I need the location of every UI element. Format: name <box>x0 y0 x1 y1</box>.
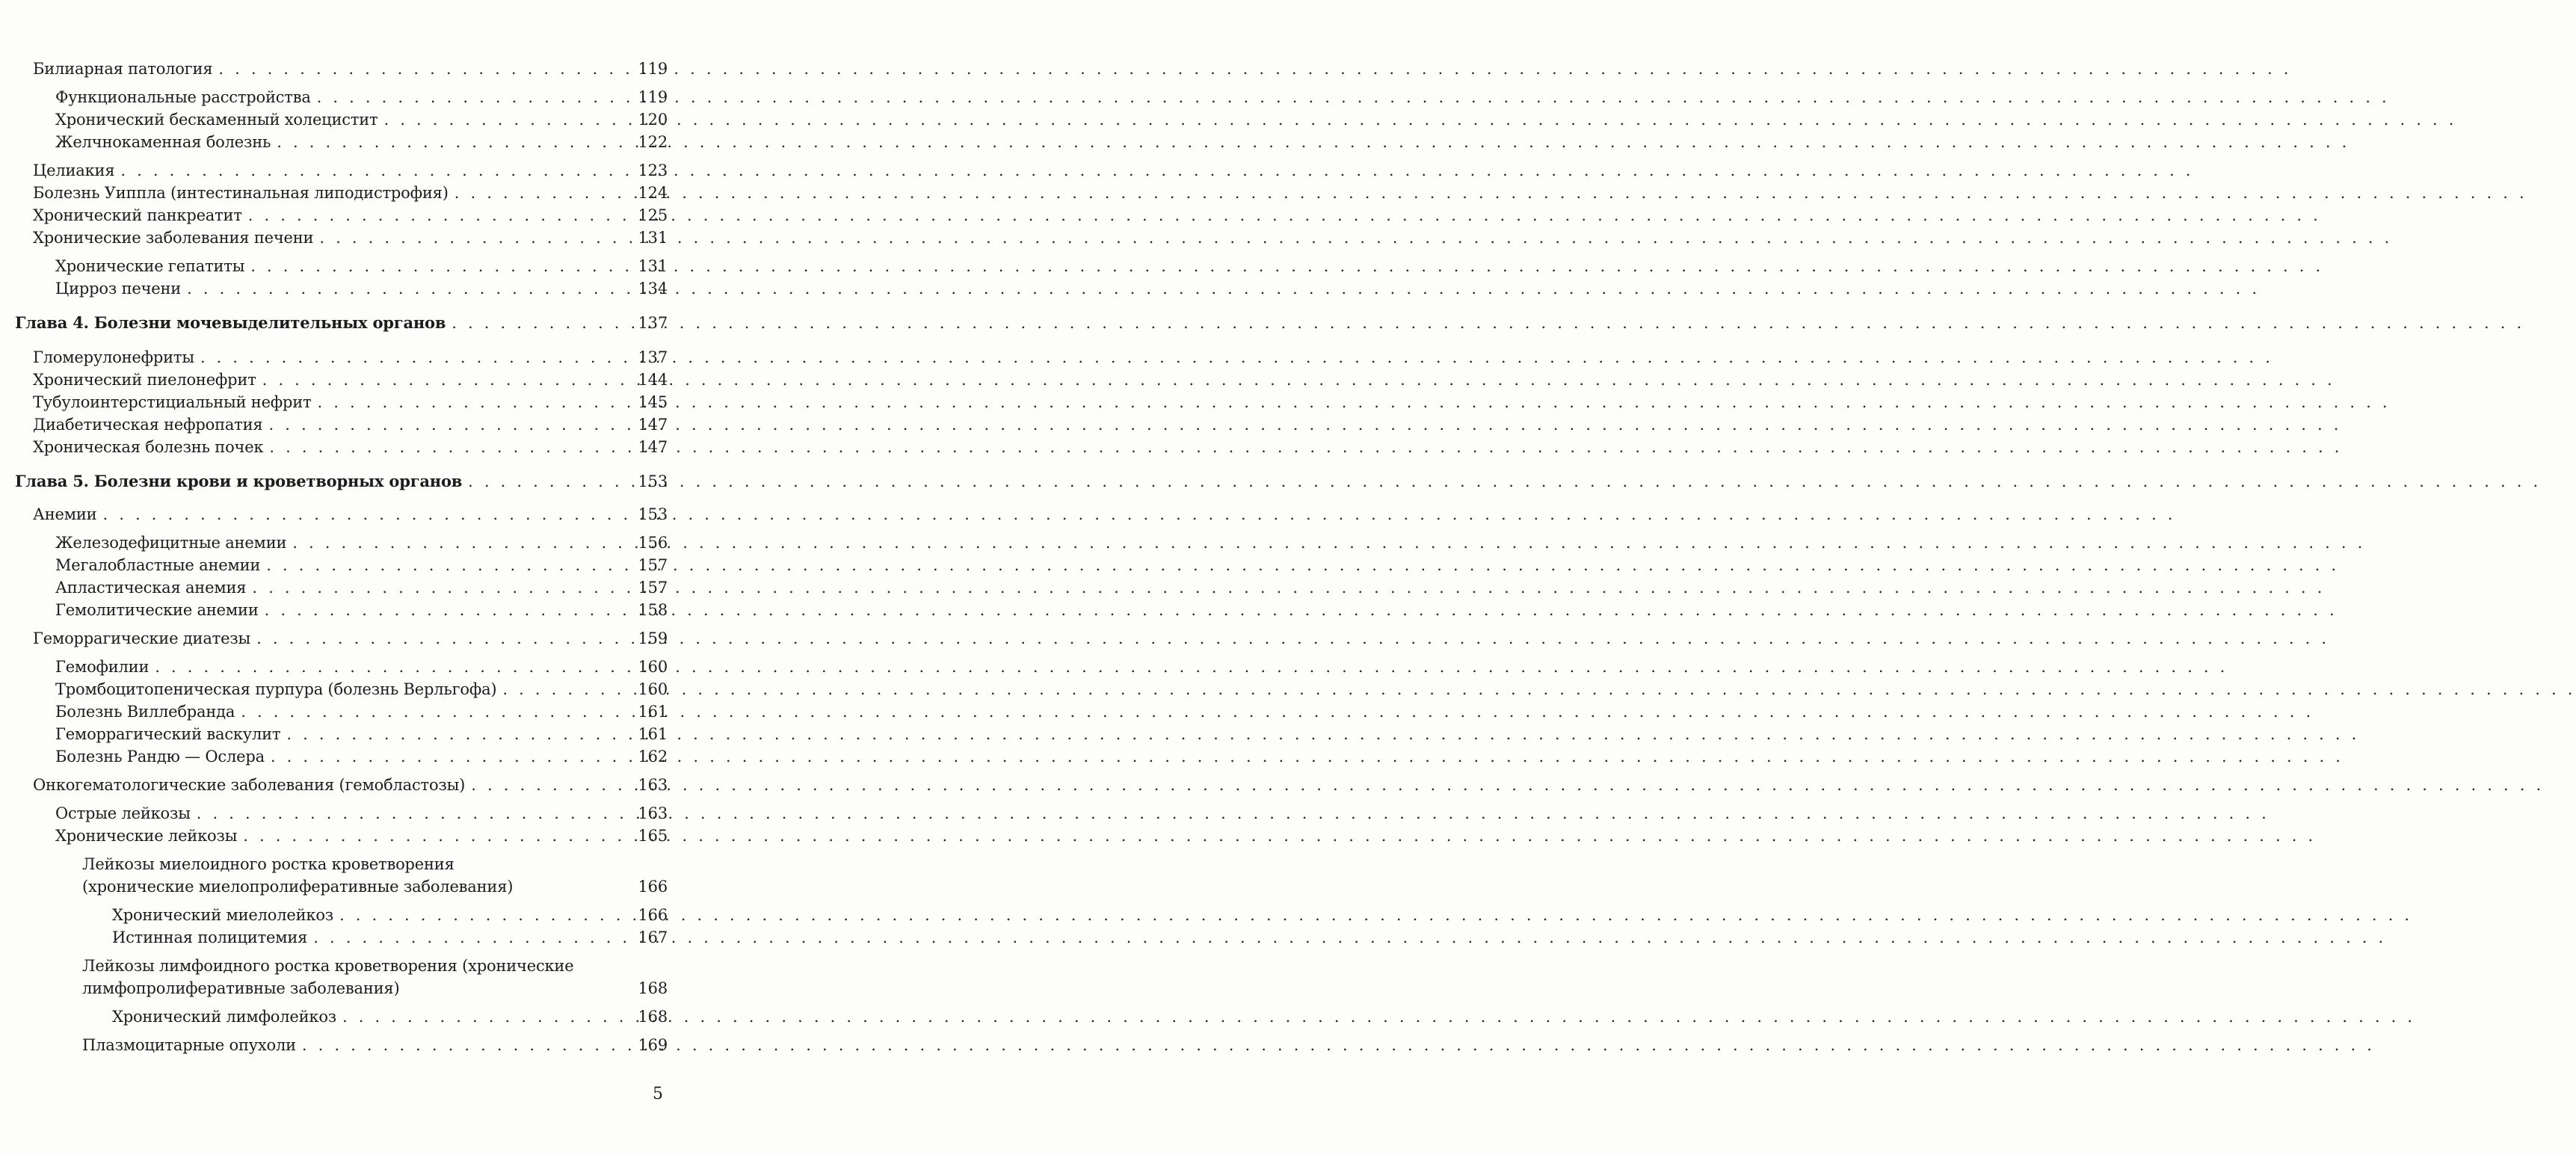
toc-entry <box>0 256 668 277</box>
toc-leader-dots <box>292 532 630 553</box>
toc-entry-title: Цирроз печени <box>55 280 182 298</box>
toc-entry-page: 125 <box>638 206 668 224</box>
toc-entry <box>0 414 668 435</box>
toc-leader-dots <box>155 656 630 677</box>
toc-leader-dots <box>200 347 630 368</box>
toc-entry-title-line2 <box>82 876 668 897</box>
toc-entry <box>0 724 668 745</box>
toc-entry-page: 131 <box>638 257 668 275</box>
toc-leader-dots <box>252 577 630 598</box>
toc-entry-page: 137 <box>638 348 668 366</box>
toc-leader-dots <box>248 205 630 226</box>
toc-entry <box>0 701 668 722</box>
toc-entry <box>0 182 668 203</box>
toc-leader-dots <box>265 600 630 620</box>
toc-entry-page: 168 <box>638 1008 668 1026</box>
toc-entry <box>0 1035 668 1056</box>
toc-entry-page: 169 <box>638 1036 668 1054</box>
toc-entry <box>0 555 668 576</box>
toc-entry-title: Хронический панкреатит <box>33 206 242 224</box>
toc-entry-title: лимфопролиферативные заболевания) <box>82 979 400 997</box>
toc-leader-dots <box>241 701 630 722</box>
toc-entry <box>0 369 668 390</box>
toc-entry-page: 161 <box>638 703 668 721</box>
toc-entry <box>0 132 668 153</box>
toc-entry <box>0 160 668 181</box>
toc-entry-title: Онкогематологические заболевания (гемобластозы) <box>33 776 466 794</box>
toc-entry-title-line2 <box>82 978 668 999</box>
toc-entry <box>0 312 668 333</box>
toc-leader-dots <box>468 471 630 492</box>
toc-entry-title: Гемофилии <box>55 658 150 676</box>
toc-entry-title: Апластическая анемия <box>55 579 247 597</box>
toc-entry-page: 119 <box>638 88 668 106</box>
toc-entry-page: 166 <box>638 906 668 924</box>
toc-entry-title: Мегалобластные анемии <box>55 556 261 574</box>
toc-entry-title: Целиакия <box>33 161 115 179</box>
toc-entry-page: 147 <box>638 438 668 456</box>
toc-entry-title: Геморрагические диатезы <box>33 629 251 647</box>
toc-leader-dots <box>187 278 630 299</box>
toc-entry-title: Диабетическая нефропатия <box>33 416 263 434</box>
toc-entry-page: 161 <box>638 725 668 743</box>
toc-entry-title: Хроническая болезнь почек <box>33 438 264 456</box>
toc-leader-dots <box>339 905 630 925</box>
toc-entry <box>0 774 668 795</box>
toc-leader-dots <box>342 1006 630 1027</box>
toc-leader-dots <box>120 160 630 181</box>
toc-entry <box>0 87 668 108</box>
toc-entry <box>0 532 668 553</box>
table-of-contents <box>0 0 712 1155</box>
toc-entry-page: 159 <box>638 629 668 647</box>
toc-entry-page: 134 <box>638 280 668 298</box>
toc-entry-title: Билиарная патология <box>33 60 213 78</box>
toc-entry <box>0 577 668 598</box>
toc-entry-page: 119 <box>638 60 668 78</box>
toc-entry <box>0 1006 668 1027</box>
toc-entry-title: Хронические гепатиты <box>55 257 245 275</box>
toc-entry <box>0 205 668 226</box>
toc-entry-title: Плазмоцитарные опухоли <box>82 1036 296 1054</box>
toc-entry <box>0 227 668 248</box>
toc-entry <box>0 392 668 413</box>
toc-entry-title: Глава 5. Болезни крови и кроветворных органов <box>15 472 463 490</box>
toc-entry <box>0 504 668 525</box>
toc-entry-title: Глава 4. Болезни мочевыделительных органов <box>15 313 446 332</box>
toc-entry <box>0 825 668 846</box>
toc-entry-title: Хронический пиелонефрит <box>33 371 256 389</box>
toc-entry-page: 160 <box>638 658 668 676</box>
toc-entry-title: Хронический миелолейкоз <box>112 906 334 924</box>
toc-entry-title: Гломерулонефриты <box>33 348 194 366</box>
toc-entry-page: 167 <box>638 928 668 946</box>
toc-leader-dots <box>250 256 630 277</box>
toc-entry <box>0 58 668 79</box>
toc-entry <box>0 927 668 948</box>
toc-entry-page: 168 <box>638 979 668 997</box>
toc-entry <box>0 803 668 824</box>
toc-entry-title: Хронические лейкозы <box>55 827 238 845</box>
toc-entry-page: 156 <box>638 534 668 552</box>
toc-entry-title: Анемии <box>33 505 97 523</box>
toc-entry <box>0 471 668 492</box>
toc-leader-dots <box>271 746 630 767</box>
toc-leader-dots <box>218 58 630 79</box>
toc-leader-dots <box>286 724 630 745</box>
toc-entry-page: 157 <box>638 556 668 574</box>
toc-leader-dots <box>243 825 630 846</box>
toc-entry-title: Гемолитические анемии <box>55 601 259 619</box>
toc-leader-dots <box>455 182 630 203</box>
toc-entry-title: Желчнокаменная болезнь <box>55 133 271 151</box>
toc-leader-dots <box>317 87 630 108</box>
toc-entry-title: (хронические миелопролиферативные заболевания) <box>82 878 514 896</box>
toc-leader-dots <box>269 437 630 458</box>
toc-entry <box>0 437 668 458</box>
toc-entry-page: 122 <box>638 133 668 151</box>
toc-leader-dots <box>256 628 630 649</box>
toc-leader-dots <box>102 504 630 525</box>
toc-leader-dots <box>262 369 630 390</box>
toc-entry-page: 137 <box>638 314 668 332</box>
toc-entry-title: Хронический бескаменный холецистит <box>55 111 378 129</box>
toc-entry-title-line1: Лейкозы миелоидного ростка кроветворения <box>82 855 455 873</box>
toc-entry-title: Хронические заболевания печени <box>33 229 314 247</box>
toc-entry-page: 166 <box>638 878 668 896</box>
toc-entry-title-line1: Лейкозы лимфоидного ростка кроветворения (хронические <box>82 957 574 975</box>
toc-entry-page: 131 <box>638 229 668 247</box>
toc-leader-dots <box>452 312 630 333</box>
toc-entry-page: 163 <box>638 804 668 822</box>
page-number: 5 <box>653 1085 663 1103</box>
toc-entry-wrapped <box>0 955 668 999</box>
toc-entry-page: 120 <box>638 111 668 129</box>
toc-entry <box>0 628 668 649</box>
toc-entry-title: Хронический лимфолейкоз <box>112 1008 337 1026</box>
toc-entry-page: 153 <box>638 472 668 490</box>
toc-entry <box>0 347 668 368</box>
toc-leader-dots <box>197 803 630 824</box>
toc-entry <box>0 746 668 767</box>
toc-entry <box>0 905 668 925</box>
toc-entry-page: 158 <box>638 601 668 619</box>
toc-entry-title: Болезнь Рандю — Ослера <box>55 748 265 766</box>
toc-entry-title: Геморрагический васкулит <box>55 725 281 743</box>
toc-entry-page: 157 <box>638 579 668 597</box>
toc-entry-title: Болезнь Виллебранда <box>55 703 235 721</box>
toc-leader-dots <box>319 227 630 248</box>
toc-entry-page: 147 <box>638 416 668 434</box>
toc-leader-dots <box>318 392 631 413</box>
toc-entry <box>0 679 668 700</box>
toc-entry-title: Истинная полицитемия <box>112 928 308 946</box>
toc-entry-wrapped <box>0 854 668 897</box>
toc-entry-title: Железодефицитные анемии <box>55 534 287 552</box>
toc-entry-page: 144 <box>638 371 668 389</box>
toc-entry <box>0 600 668 620</box>
toc-entry-page: 165 <box>638 827 668 845</box>
toc-entry-page: 153 <box>638 505 668 523</box>
toc-entry-page: 162 <box>638 748 668 766</box>
toc-leader-dots <box>502 679 630 700</box>
toc-entry-title: Тубулоинтерстициальный нефрит <box>33 393 312 411</box>
toc-entry-page: 123 <box>638 161 668 179</box>
toc-entry-title: Болезнь Уиппла (интестинальная липодистрофия) <box>33 184 449 202</box>
toc-leader-dots <box>313 927 630 948</box>
toc-leader-dots <box>266 555 630 576</box>
toc-entry <box>0 109 668 130</box>
toc-entry-page: 124 <box>638 184 668 202</box>
toc-leader-dots <box>383 109 630 130</box>
toc-leader-dots <box>302 1035 630 1056</box>
toc-leader-dots <box>268 414 630 435</box>
toc-entry-title: Острые лейкозы <box>55 804 191 822</box>
toc-entry-page: 145 <box>638 393 668 411</box>
toc-entry-title: Функциональные расстройства <box>55 88 311 106</box>
toc-entry <box>0 656 668 677</box>
toc-leader-dots <box>277 132 630 153</box>
toc-entry-page: 163 <box>638 776 668 794</box>
toc-entry-page: 160 <box>638 680 668 698</box>
toc-entry <box>0 278 668 299</box>
toc-leader-dots <box>471 774 630 795</box>
toc-entry-title: Тромбоцитопеническая пурпура (болезнь Верльгофа) <box>55 680 497 698</box>
